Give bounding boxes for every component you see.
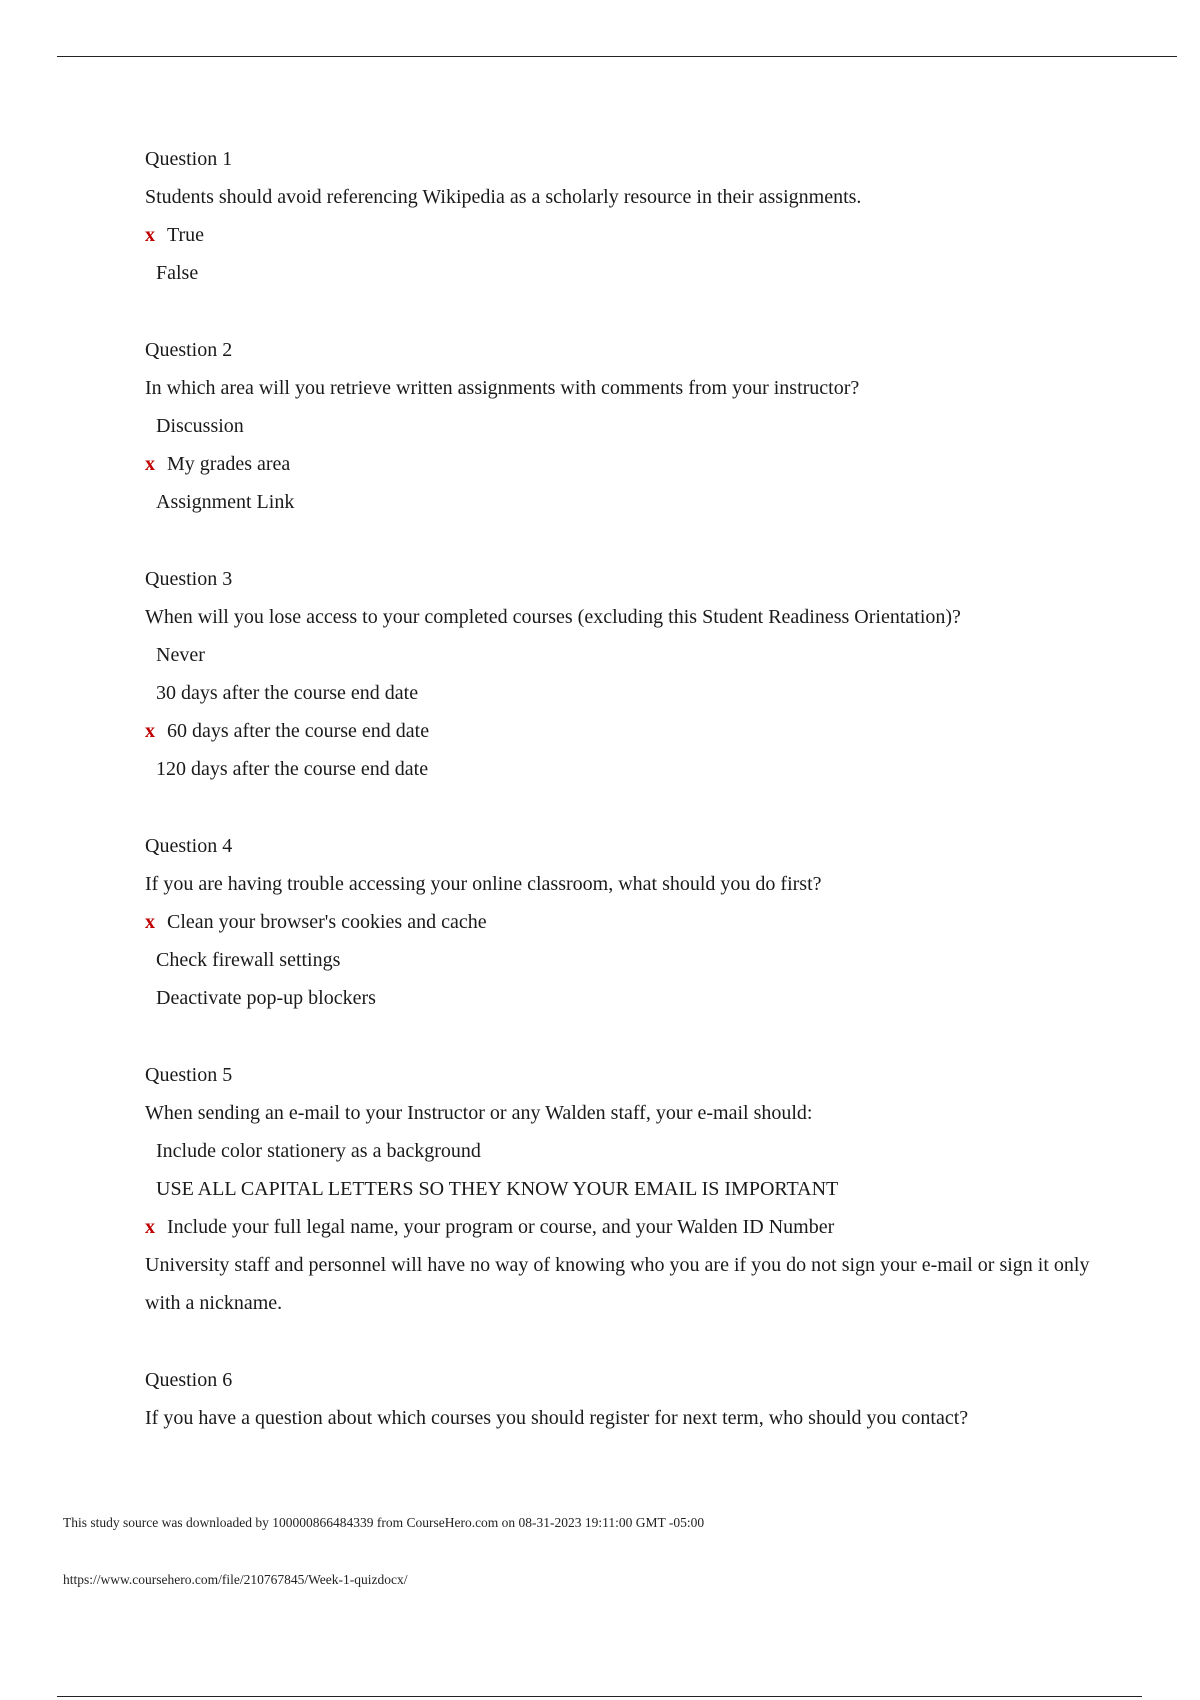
- answer-option-label: My grades area: [167, 453, 291, 475]
- quiz-content: [145, 140, 1105, 1437]
- question-text: If you are having trouble accessing your online classroom, what should you do first?: [145, 873, 822, 895]
- question-block: [145, 140, 1105, 292]
- bottom-rule: [57, 1696, 1142, 1697]
- question-block: [145, 1361, 1105, 1437]
- question-title: Question 5: [145, 1064, 233, 1086]
- question-text: In which area will you retrieve written assignments with comments from your instructor?: [145, 377, 860, 399]
- answer-option-label: USE ALL CAPITAL LETTERS SO THEY KNOW YOUR EMAIL IS IMPORTANT: [156, 1178, 839, 1200]
- question-spacer: [145, 521, 1105, 560]
- top-rule: [57, 56, 1177, 57]
- answer-option[interactable]: [145, 941, 1105, 979]
- answer-option-label: True: [167, 224, 205, 246]
- question-text: When will you lose access to your completed courses (excluding this Student Readiness Orientation)?: [145, 606, 961, 628]
- answer-option[interactable]: [145, 636, 1105, 674]
- answer-option-label: False: [156, 262, 199, 284]
- question-block: [145, 1056, 1105, 1322]
- question-spacer: [145, 1322, 1105, 1361]
- question-text: When sending an e-mail to your Instructor or any Walden staff, your e-mail should:: [145, 1102, 813, 1124]
- answer-option-selected[interactable]: [145, 445, 1105, 483]
- answer-option-selected[interactable]: [145, 903, 1105, 941]
- question-block: [145, 331, 1105, 521]
- answer-option-label: Discussion: [156, 415, 244, 437]
- answer-option-label: 30 days after the course end date: [156, 682, 419, 704]
- answer-option-label: Never: [156, 644, 205, 666]
- question-block: [145, 560, 1105, 788]
- answer-option-label: Check firewall settings: [156, 949, 341, 971]
- answer-option[interactable]: [145, 979, 1105, 1017]
- question-text: Students should avoid referencing Wikipedia as a scholarly resource in their assignments.: [145, 186, 862, 208]
- answer-feedback: University staff and personnel will have no way of knowing who you are if you do not sign your e-mail or sign it only with a nickname.: [145, 1254, 1090, 1314]
- answer-option[interactable]: [145, 254, 1105, 292]
- selected-mark-icon: x: [145, 1216, 155, 1238]
- source-url[interactable]: https://www.coursehero.com/file/210767845/Week-1-quizdocx/: [63, 1572, 408, 1587]
- answer-option-label: Deactivate pop-up blockers: [156, 987, 376, 1009]
- answer-option[interactable]: [145, 1170, 1105, 1208]
- answer-option-selected[interactable]: [145, 712, 1105, 750]
- answer-option-label: 120 days after the course end date: [156, 758, 429, 780]
- answer-option-label: Clean your browser's cookies and cache: [167, 911, 487, 933]
- question-spacer: [145, 1017, 1105, 1056]
- answer-option-selected[interactable]: [145, 1208, 1105, 1246]
- selected-mark-icon: x: [145, 224, 155, 246]
- question-block: [145, 827, 1105, 1017]
- answer-option[interactable]: [145, 1132, 1105, 1170]
- question-title: Question 1: [145, 148, 233, 170]
- answer-option-label: 60 days after the course end date: [167, 720, 430, 742]
- answer-option[interactable]: [145, 483, 1105, 521]
- answer-option-label: Assignment Link: [156, 491, 295, 513]
- answer-option[interactable]: [145, 407, 1105, 445]
- selected-mark-icon: x: [145, 911, 155, 933]
- question-title: Question 3: [145, 568, 233, 590]
- selected-mark-icon: x: [145, 453, 155, 475]
- question-spacer: [145, 788, 1105, 827]
- download-note: This study source was downloaded by 100000866484339 from CourseHero.com on 08-31-2023 19:11:00 GMT -05:00: [63, 1515, 705, 1530]
- question-title: Question 6: [145, 1369, 233, 1391]
- selected-mark-icon: x: [145, 720, 155, 742]
- answer-option-label: Include your full legal name, your program or course, and your Walden ID Number: [167, 1216, 835, 1238]
- answer-option-selected[interactable]: [145, 216, 1105, 254]
- answer-option[interactable]: [145, 750, 1105, 788]
- question-title: Question 2: [145, 339, 233, 361]
- question-title: Question 4: [145, 835, 233, 857]
- answer-option[interactable]: [145, 674, 1105, 712]
- question-spacer: [145, 292, 1105, 331]
- question-text: If you have a question about which courses you should register for next term, who should you contact?: [145, 1407, 969, 1429]
- answer-option-label: Include color stationery as a background: [156, 1140, 481, 1162]
